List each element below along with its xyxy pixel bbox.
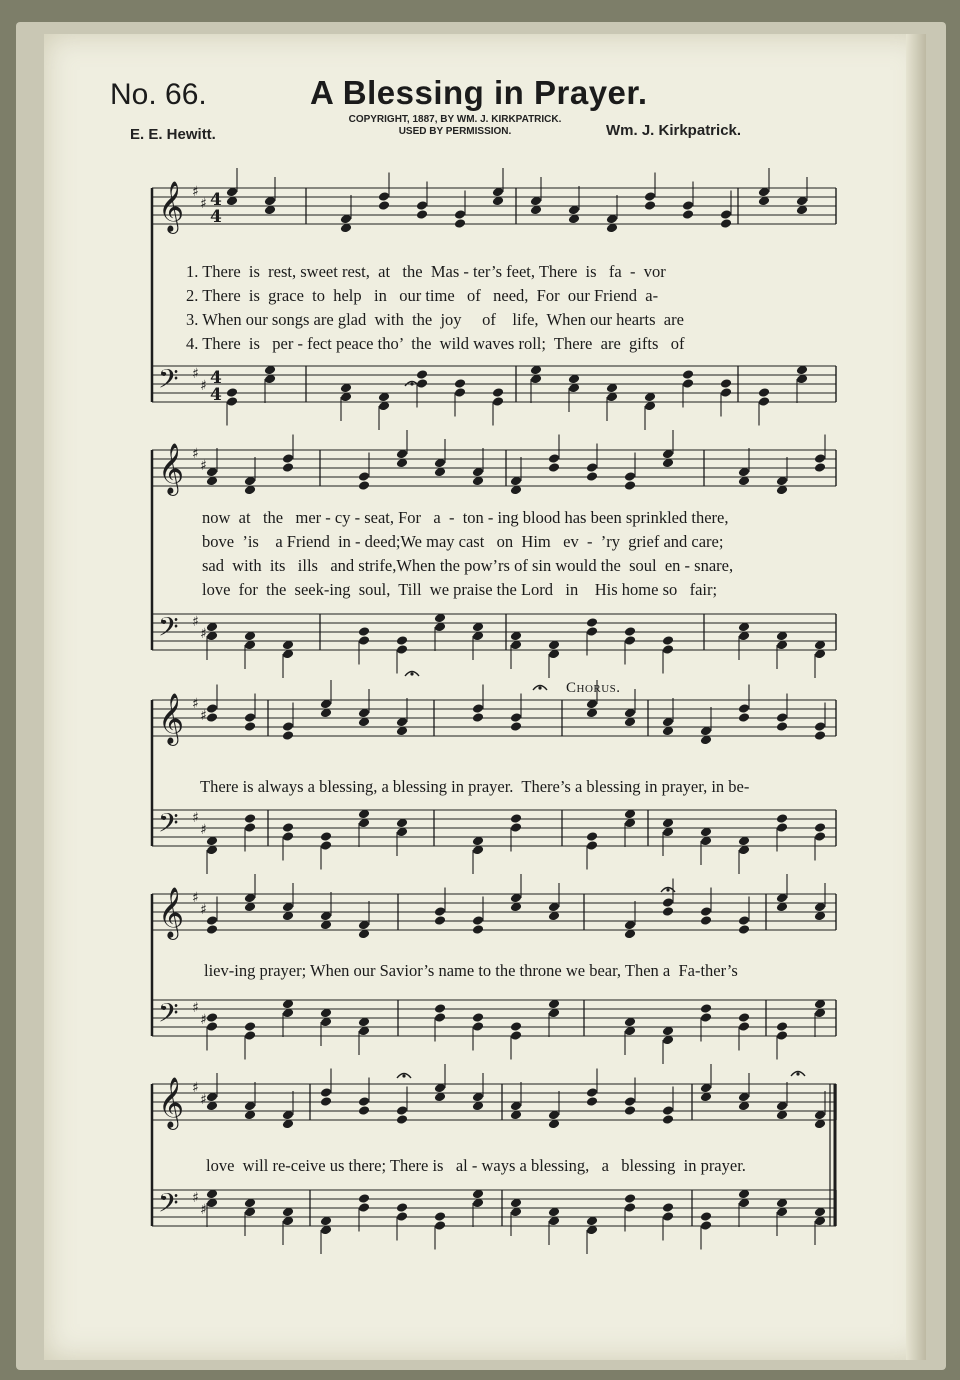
notehead <box>662 906 674 917</box>
notehead <box>738 712 750 723</box>
sharp-icon: ♯ <box>192 890 199 906</box>
notehead <box>814 822 826 833</box>
bass-clef-icon: 𝄢 <box>158 363 179 401</box>
notehead <box>510 712 522 723</box>
notehead <box>776 822 788 833</box>
notehead <box>624 1105 636 1116</box>
notehead <box>434 1220 446 1231</box>
notehead <box>378 200 390 211</box>
notehead <box>586 1087 598 1098</box>
notehead <box>624 1202 636 1213</box>
notehead <box>434 906 446 917</box>
notehead <box>320 831 332 842</box>
notehead <box>624 1096 636 1107</box>
verse-3-line-2: sad with its ills and strife,When the pow’rs of sin would the soul en - snare, <box>202 556 734 575</box>
notehead <box>776 721 788 732</box>
notehead <box>548 462 560 473</box>
notehead <box>378 191 390 202</box>
treble-clef-icon: 𝄞 <box>158 181 185 232</box>
notehead <box>700 1003 712 1014</box>
sharp-icon: ♯ <box>200 822 207 838</box>
treble-clef-icon: 𝄞 <box>158 443 185 494</box>
permission-line: USED BY PERMISSION. <box>398 126 512 137</box>
notehead <box>814 462 826 473</box>
bass-clef-icon: 𝄢 <box>158 611 179 649</box>
notehead <box>358 1193 370 1204</box>
notehead <box>814 453 826 464</box>
notehead <box>662 897 674 908</box>
notehead <box>396 644 408 655</box>
sharp-icon: ♯ <box>192 184 199 200</box>
notehead <box>244 813 256 824</box>
fermata-dot <box>666 888 669 891</box>
notehead <box>682 369 694 380</box>
notehead <box>434 1003 446 1014</box>
notehead <box>358 1096 370 1107</box>
notehead <box>700 1211 712 1222</box>
notehead <box>738 1012 750 1023</box>
notehead <box>396 1105 408 1116</box>
notehead <box>206 712 218 723</box>
notehead <box>586 626 598 637</box>
sharp-icon: ♯ <box>200 458 207 474</box>
treble-clef-icon: 𝄞 <box>158 887 185 938</box>
notehead <box>662 1105 674 1116</box>
time-signature-top: 4 <box>210 190 222 210</box>
lyricist-credit: E. E. Hewitt. <box>130 126 216 143</box>
notehead <box>472 703 484 714</box>
notehead <box>282 730 294 741</box>
notehead <box>700 915 712 926</box>
verse-2-line-1: 2. There is grace to help in our time of need, For our Friend a- <box>186 286 659 305</box>
notehead <box>662 1114 674 1125</box>
sharp-icon: ♯ <box>192 1000 199 1016</box>
sharp-icon: ♯ <box>200 1202 207 1218</box>
notehead <box>320 1087 332 1098</box>
notehead <box>472 1012 484 1023</box>
notehead <box>416 200 428 211</box>
notehead <box>472 924 484 935</box>
notehead <box>624 471 636 482</box>
notehead <box>738 924 750 935</box>
notehead <box>776 1030 788 1041</box>
notehead <box>206 703 218 714</box>
notehead <box>396 1211 408 1222</box>
verse-4-line-2: love for the seek-ing soul, Till we praise the Lord in His home so fair; <box>202 580 718 599</box>
copyright-line: COPYRIGHT, 1887, BY WM. J. KIRKPATRICK. <box>348 114 562 125</box>
sharp-icon: ♯ <box>200 196 207 212</box>
treble-clef-icon: 𝄞 <box>158 1077 185 1128</box>
notehead <box>454 218 466 229</box>
time-signature-top: 4 <box>210 368 222 388</box>
sharp-icon: ♯ <box>192 810 199 826</box>
notehead <box>454 378 466 389</box>
notehead <box>358 1202 370 1213</box>
sharp-icon: ♯ <box>200 626 207 642</box>
hymn-title: A Blessing in Prayer. <box>310 74 648 111</box>
notehead <box>510 1030 522 1041</box>
treble-clef-icon: 𝄞 <box>158 693 185 744</box>
sharp-icon: ♯ <box>192 696 199 712</box>
notehead <box>662 1202 674 1213</box>
sharp-icon: ♯ <box>192 366 199 382</box>
notehead <box>320 1096 332 1107</box>
chorus-line-3: love will re-ceive us there; There is al - ways a blessing, a blessing in prayer. <box>206 1156 746 1175</box>
notehead <box>776 813 788 824</box>
notehead <box>282 831 294 842</box>
notehead <box>492 396 504 407</box>
fermata-dot <box>538 686 541 689</box>
notehead <box>738 915 750 926</box>
notehead <box>720 218 732 229</box>
notehead <box>682 200 694 211</box>
composer-credit: Wm. J. Kirkpatrick. <box>606 122 742 139</box>
notehead <box>758 387 770 398</box>
sharp-icon: ♯ <box>192 446 199 462</box>
notehead <box>396 1202 408 1213</box>
sharp-icon: ♯ <box>192 614 199 630</box>
notehead <box>472 915 484 926</box>
notehead <box>758 396 770 407</box>
notehead <box>454 387 466 398</box>
verse-1-line-2: now at the mer - cy - seat, For a - ton - ing blood has been sprinkled there, <box>202 508 729 527</box>
notehead <box>586 471 598 482</box>
notehead <box>226 387 238 398</box>
notehead <box>510 813 522 824</box>
notehead <box>700 1012 712 1023</box>
notehead <box>814 831 826 842</box>
notehead <box>472 712 484 723</box>
notehead <box>244 1030 256 1041</box>
notehead <box>472 1021 484 1032</box>
notehead <box>282 462 294 473</box>
notehead <box>434 1012 446 1023</box>
notehead <box>814 730 826 741</box>
fermata-dot <box>410 672 413 675</box>
sharp-icon: ♯ <box>200 1012 207 1028</box>
notehead <box>358 480 370 491</box>
sharp-icon: ♯ <box>200 378 207 394</box>
notehead <box>738 1021 750 1032</box>
notehead <box>624 1193 636 1204</box>
fermata-dot <box>402 1074 405 1077</box>
chorus-line-2: liev-ing prayer; When our Savior’s name to the throne we bear, Then a Fa-ther’s <box>204 961 738 980</box>
notehead <box>720 209 732 220</box>
verse-1-line-1: 1. There is rest, sweet rest, at the Mas - ter’s feet, There is fa - vor <box>186 262 666 281</box>
verse-2-line-2: bove ’is a Friend in - deed;We may cast on Him ev - ’ry grief and care; <box>202 532 724 551</box>
notehead <box>206 1021 218 1032</box>
notehead <box>282 721 294 732</box>
notehead <box>416 209 428 220</box>
sharp-icon: ♯ <box>192 1080 199 1096</box>
notehead <box>662 644 674 655</box>
notehead <box>624 635 636 646</box>
notehead <box>586 1096 598 1107</box>
notehead <box>492 387 504 398</box>
notehead <box>662 1211 674 1222</box>
notehead <box>206 1012 218 1023</box>
notehead <box>776 712 788 723</box>
notehead <box>320 840 332 851</box>
notehead <box>226 396 238 407</box>
notehead <box>206 915 218 926</box>
fermata-dot <box>796 1072 799 1075</box>
chorus-label: Chorus. <box>566 680 621 696</box>
notehead <box>644 200 656 211</box>
notehead <box>738 703 750 714</box>
notehead <box>510 822 522 833</box>
bass-clef-icon: 𝄢 <box>158 807 179 845</box>
notehead <box>358 635 370 646</box>
bass-clef-icon: 𝄢 <box>158 997 179 1035</box>
notehead <box>396 635 408 646</box>
notehead <box>282 453 294 464</box>
notehead <box>624 626 636 637</box>
notehead <box>682 378 694 389</box>
notehead <box>586 840 598 851</box>
sharp-icon: ♯ <box>200 902 207 918</box>
notehead <box>548 453 560 464</box>
sharp-icon: ♯ <box>200 1092 207 1108</box>
notehead <box>720 387 732 398</box>
notehead <box>244 712 256 723</box>
notehead <box>700 1220 712 1231</box>
notehead <box>586 831 598 842</box>
notehead <box>206 924 218 935</box>
notehead <box>416 369 428 380</box>
notehead <box>244 822 256 833</box>
notehead <box>358 471 370 482</box>
notehead <box>776 1021 788 1032</box>
notehead <box>358 1105 370 1116</box>
time-signature-bottom: 4 <box>210 385 222 405</box>
verse-4-line-1: 4. There is per - fect peace tho’ the wild waves roll; There are gifts of <box>186 334 685 353</box>
notehead <box>814 721 826 732</box>
notehead <box>434 915 446 926</box>
hymn-number: No. 66. <box>110 78 207 111</box>
notehead <box>624 480 636 491</box>
notehead <box>282 822 294 833</box>
notehead <box>700 906 712 917</box>
sharp-icon: ♯ <box>200 708 207 724</box>
bass-clef-icon: 𝄢 <box>158 1187 179 1225</box>
notehead <box>510 721 522 732</box>
notehead <box>358 626 370 637</box>
notehead <box>244 1021 256 1032</box>
notehead <box>454 209 466 220</box>
notehead <box>662 635 674 646</box>
verse-3-line-1: 3. When our songs are glad with the joy of life, When our hearts are <box>186 310 684 329</box>
notehead <box>586 617 598 628</box>
notehead <box>396 1114 408 1125</box>
notehead <box>644 191 656 202</box>
notehead <box>586 462 598 473</box>
fermata-dot <box>410 382 413 385</box>
notehead <box>720 378 732 389</box>
notehead <box>682 209 694 220</box>
sharp-icon: ♯ <box>192 1190 199 1206</box>
chorus-line-1: There is always a blessing, a blessing in prayer. There’s a blessing in prayer, in be- <box>200 777 750 796</box>
time-signature-bottom: 4 <box>210 207 222 227</box>
notehead <box>434 1211 446 1222</box>
notehead <box>510 1021 522 1032</box>
notehead <box>244 721 256 732</box>
